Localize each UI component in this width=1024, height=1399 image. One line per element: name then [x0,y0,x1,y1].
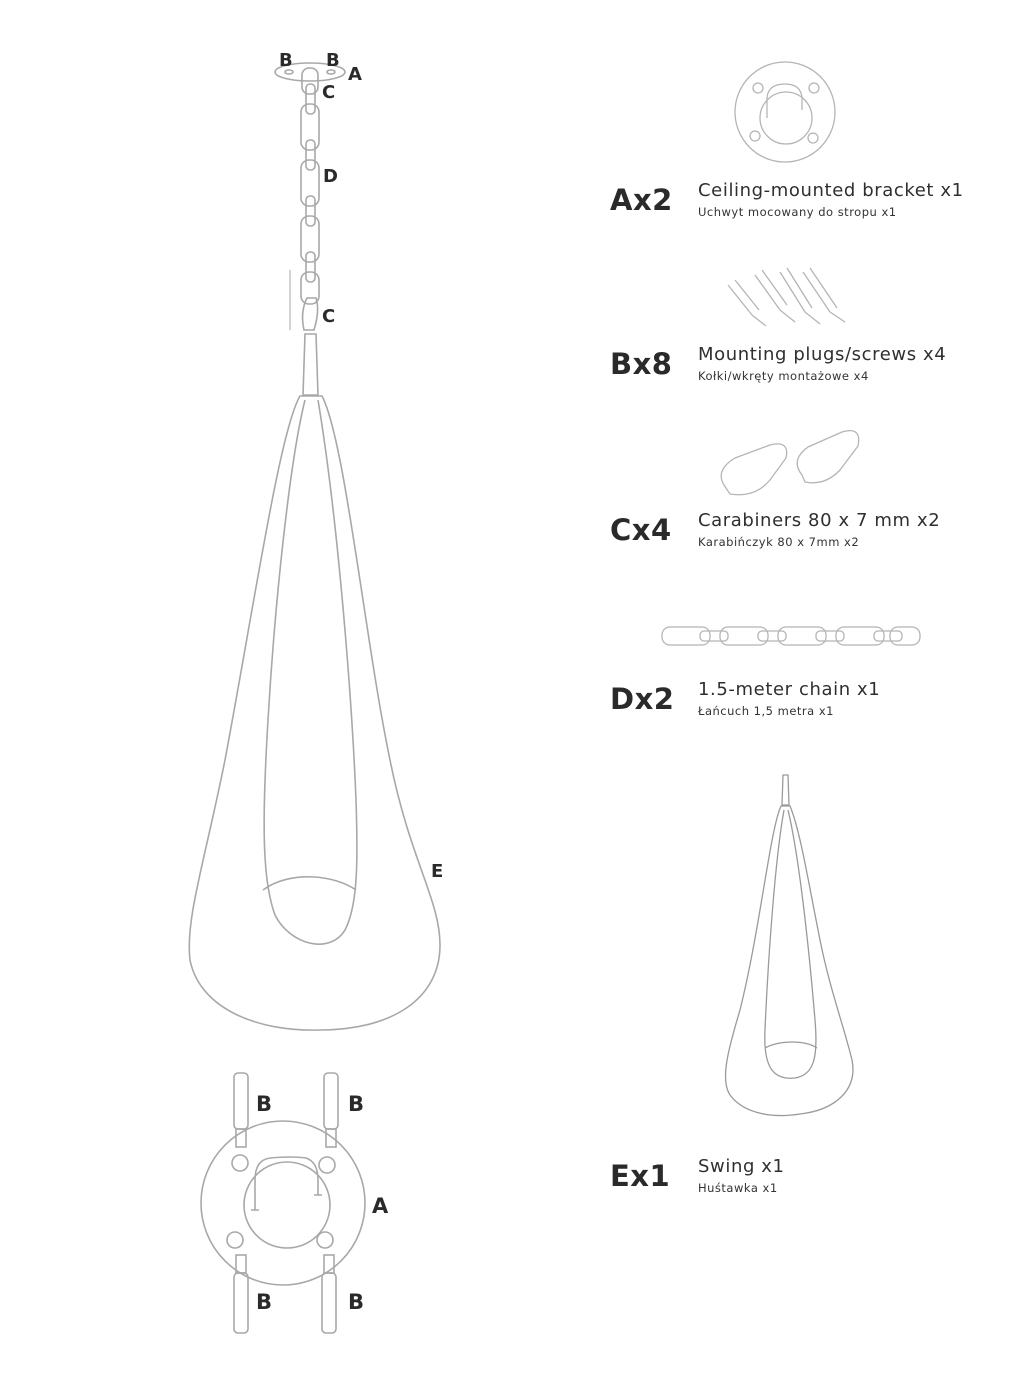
bracket-detail-icon [201,1073,365,1333]
label-b-detail-bottom-left: B [256,1290,273,1314]
swing-strap-icon [303,334,318,395]
part-name-pl: Łańcuch 1,5 metra x1 [698,704,834,718]
label-b-detail-bottom-right: B [348,1290,365,1314]
part-code: Cx4 [610,513,672,547]
swing-icon [189,396,440,1030]
part-code: Bx8 [610,347,673,381]
label-b-top-right: B [326,50,340,71]
label-b-detail-top-left: B [256,1092,273,1116]
part-a [610,180,964,220]
part-code: Dx2 [610,682,675,716]
part-name-en: Carabiners 80 x 7 mm x2 [698,510,941,531]
part-b [610,344,946,384]
screw-icon [322,1255,336,1333]
screw-icon [234,1073,248,1147]
part-name-en: Mounting plugs/screws x4 [698,344,947,365]
part-name-en: 1.5-meter chain x1 [698,679,881,700]
label-e-swing: E [431,861,444,882]
part-e [610,1156,785,1196]
screw-icon [234,1255,248,1333]
label-b-top-left: B [279,50,293,71]
chain-icon [301,68,319,304]
part-name-pl: Kołki/wkręty montażowe x4 [698,369,869,383]
part-name-pl: Huśtawka x1 [698,1181,778,1195]
part-d [610,679,880,719]
part-name-en: Ceiling-mounted bracket x1 [698,180,964,201]
part-code: Ax2 [610,183,673,217]
swing-part-icon [725,775,852,1116]
label-c-top: C [322,82,336,103]
part-c [610,510,940,550]
label-c-bottom: C [322,306,336,327]
label-a-detail: A [372,1194,389,1218]
label-d-chain: D [323,166,338,187]
part-name-pl: Uchwyt mocowany do stropu x1 [698,205,897,219]
ceiling-bracket-part-icon [735,62,835,162]
mounting-screws-part-icon [728,268,845,326]
label-b-detail-top-right: B [348,1092,365,1116]
part-name-en: Swing x1 [698,1156,785,1177]
carabiners-part-icon [721,431,858,495]
part-code: Ex1 [610,1159,671,1193]
label-a-top: A [348,64,362,85]
part-name-pl: Karabińczyk 80 x 7mm x2 [698,535,860,549]
chain-part-icon [662,627,920,645]
